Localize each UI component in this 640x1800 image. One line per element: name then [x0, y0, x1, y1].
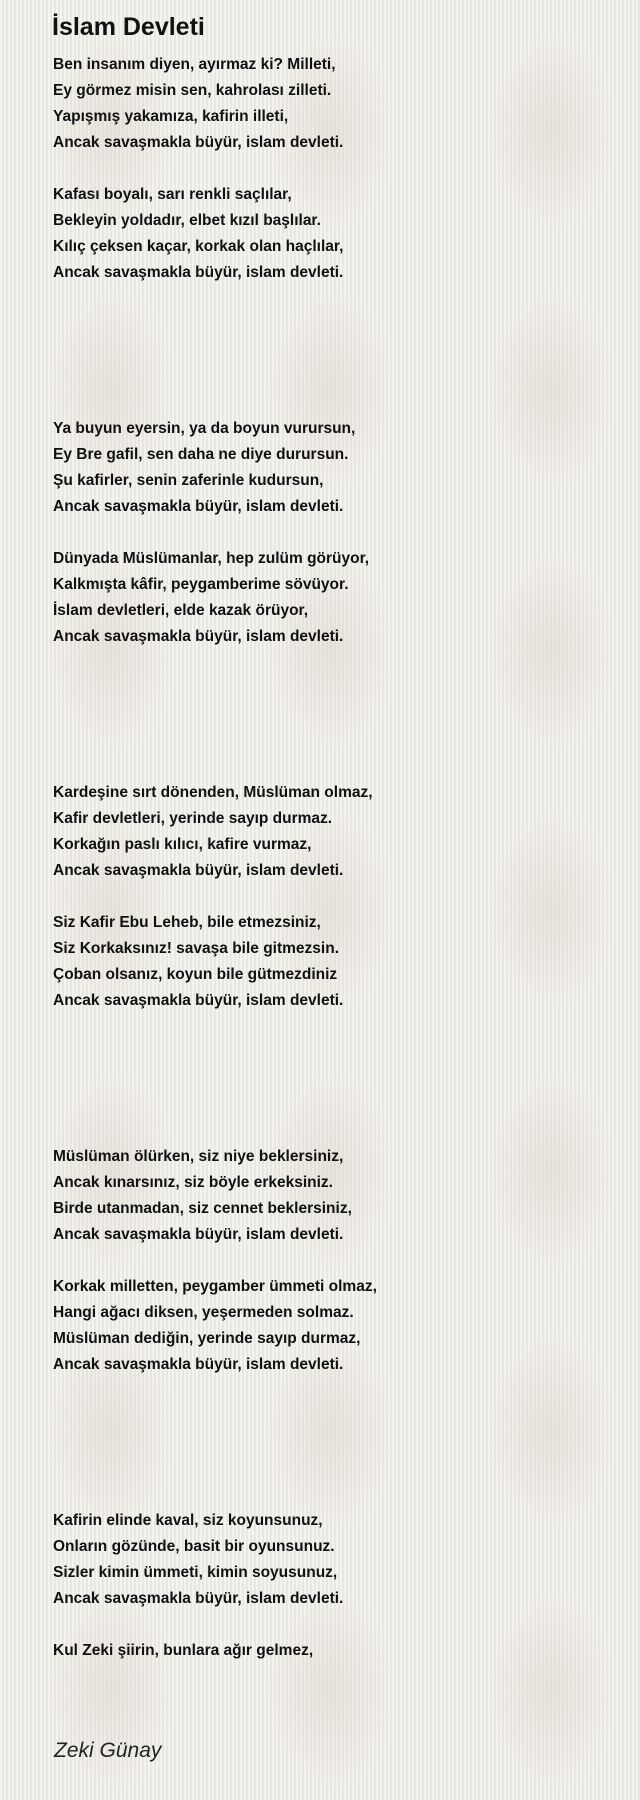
stanza-gap: [53, 884, 613, 910]
stanza-gap: [53, 520, 613, 546]
poem-line: Ya buyun eyersin, ya da boyun vurursun,: [53, 420, 356, 437]
stanza: [53, 1508, 613, 1612]
poem-line: Sizler kimin ümmeti, kimin soyusunuz,: [53, 1564, 338, 1581]
stanza: [53, 182, 613, 286]
section-gap: [53, 1014, 613, 1144]
poem-line: İslam devletleri, elde kazak örüyor,: [53, 602, 309, 619]
poem-line: Kardeşine sırt dönenden, Müslüman olmaz,: [53, 784, 373, 801]
poem-line: Siz Kafir Ebu Leheb, bile etmezsiniz,: [53, 914, 321, 931]
stanza-gap: [53, 1248, 613, 1274]
poem-line: Ey görmez misin sen, kahrolası zilleti.: [53, 82, 332, 99]
poem-line: Kul Zeki şiirin, bunlara ağır gelmez,: [53, 1642, 314, 1659]
poem-line: Korkağın paslı kılıcı, kafire vurmaz,: [53, 836, 312, 853]
poem-line: Yapışmış yakamıza, kafirin illeti,: [53, 108, 289, 125]
poem-line: Ancak kınarsınız, siz böyle erkeksiniz.: [53, 1174, 333, 1191]
poem-line: Birde utanmadan, siz cennet beklersiniz,: [53, 1200, 352, 1217]
poem-line: Kafirin elinde kaval, siz koyunsunuz,: [53, 1512, 323, 1529]
poem-line: Şu kafirler, senin zaferinle kudursun,: [53, 472, 324, 489]
poem-line: Ancak savaşmakla büyür, islam devleti.: [53, 862, 344, 879]
poem-line: Kılıç çeksen kaçar, korkak olan haçlılar,: [53, 238, 344, 255]
poem-line: Dünyada Müslümanlar, hep zulüm görüyor,: [53, 550, 370, 567]
poem-line: Ancak savaşmakla büyür, islam devleti.: [53, 628, 344, 645]
author-name: Zeki Günay: [54, 1739, 162, 1762]
poem-line: Ancak savaşmakla büyür, islam devleti.: [53, 992, 344, 1009]
poem-line: Müslüman dediğin, yerinde sayıp durmaz,: [53, 1330, 361, 1347]
poem-line: Ancak savaşmakla büyür, islam devleti.: [53, 498, 344, 515]
poem-body: [53, 52, 613, 1664]
stanza: [53, 780, 613, 884]
stanza: [53, 1144, 613, 1248]
stanza: [53, 1638, 613, 1664]
stanza: [53, 1274, 613, 1378]
poem-line: Ancak savaşmakla büyür, islam devleti.: [53, 1356, 344, 1373]
stanza: [53, 416, 613, 520]
stanza: [53, 52, 613, 156]
poem-line: Ancak savaşmakla büyür, islam devleti.: [53, 1226, 344, 1243]
stanza: [53, 910, 613, 1014]
section-gap: [53, 286, 613, 416]
poem-line: Ey Bre gafil, sen daha ne diye durursun.: [53, 446, 349, 463]
section-gap: [53, 1378, 613, 1508]
poem-line: Ancak savaşmakla büyür, islam devleti.: [53, 264, 344, 281]
poem-title: İslam Devleti: [52, 13, 205, 41]
poem-line: Ancak savaşmakla büyür, islam devleti.: [53, 1590, 344, 1607]
poem-line: Korkak milletten, peygamber ümmeti olmaz,: [53, 1278, 377, 1295]
poem-line: Hangi ağacı diksen, yeşermeden solmaz.: [53, 1304, 354, 1321]
poem-line: Bekleyin yoldadır, elbet kızıl başlılar.: [53, 212, 321, 229]
poem-line: Ben insanım diyen, ayırmaz ki? Milleti,: [53, 56, 336, 73]
section-gap: [53, 650, 613, 780]
stanza-gap: [53, 1612, 613, 1638]
stanza: [53, 546, 613, 650]
stanza-gap: [53, 156, 613, 182]
poem-line: Kafir devletleri, yerinde sayıp durmaz.: [53, 810, 333, 827]
poem-line: Çoban olsanız, koyun bile gütmezdiniz: [53, 966, 338, 983]
poem-line: Müslüman ölürken, siz niye beklersiniz,: [53, 1148, 344, 1165]
poem-line: Siz Korkaksınız! savaşa bile gitmezsin.: [53, 940, 340, 957]
poem-line: Ancak savaşmakla büyür, islam devleti.: [53, 134, 344, 151]
poem-line: Onların gözünde, basit bir oyunsunuz.: [53, 1538, 335, 1555]
poem-line: Kalkmışta kâfir, peygamberime sövüyor.: [53, 576, 349, 593]
poem-line: Kafası boyalı, sarı renkli saçlılar,: [53, 186, 292, 203]
